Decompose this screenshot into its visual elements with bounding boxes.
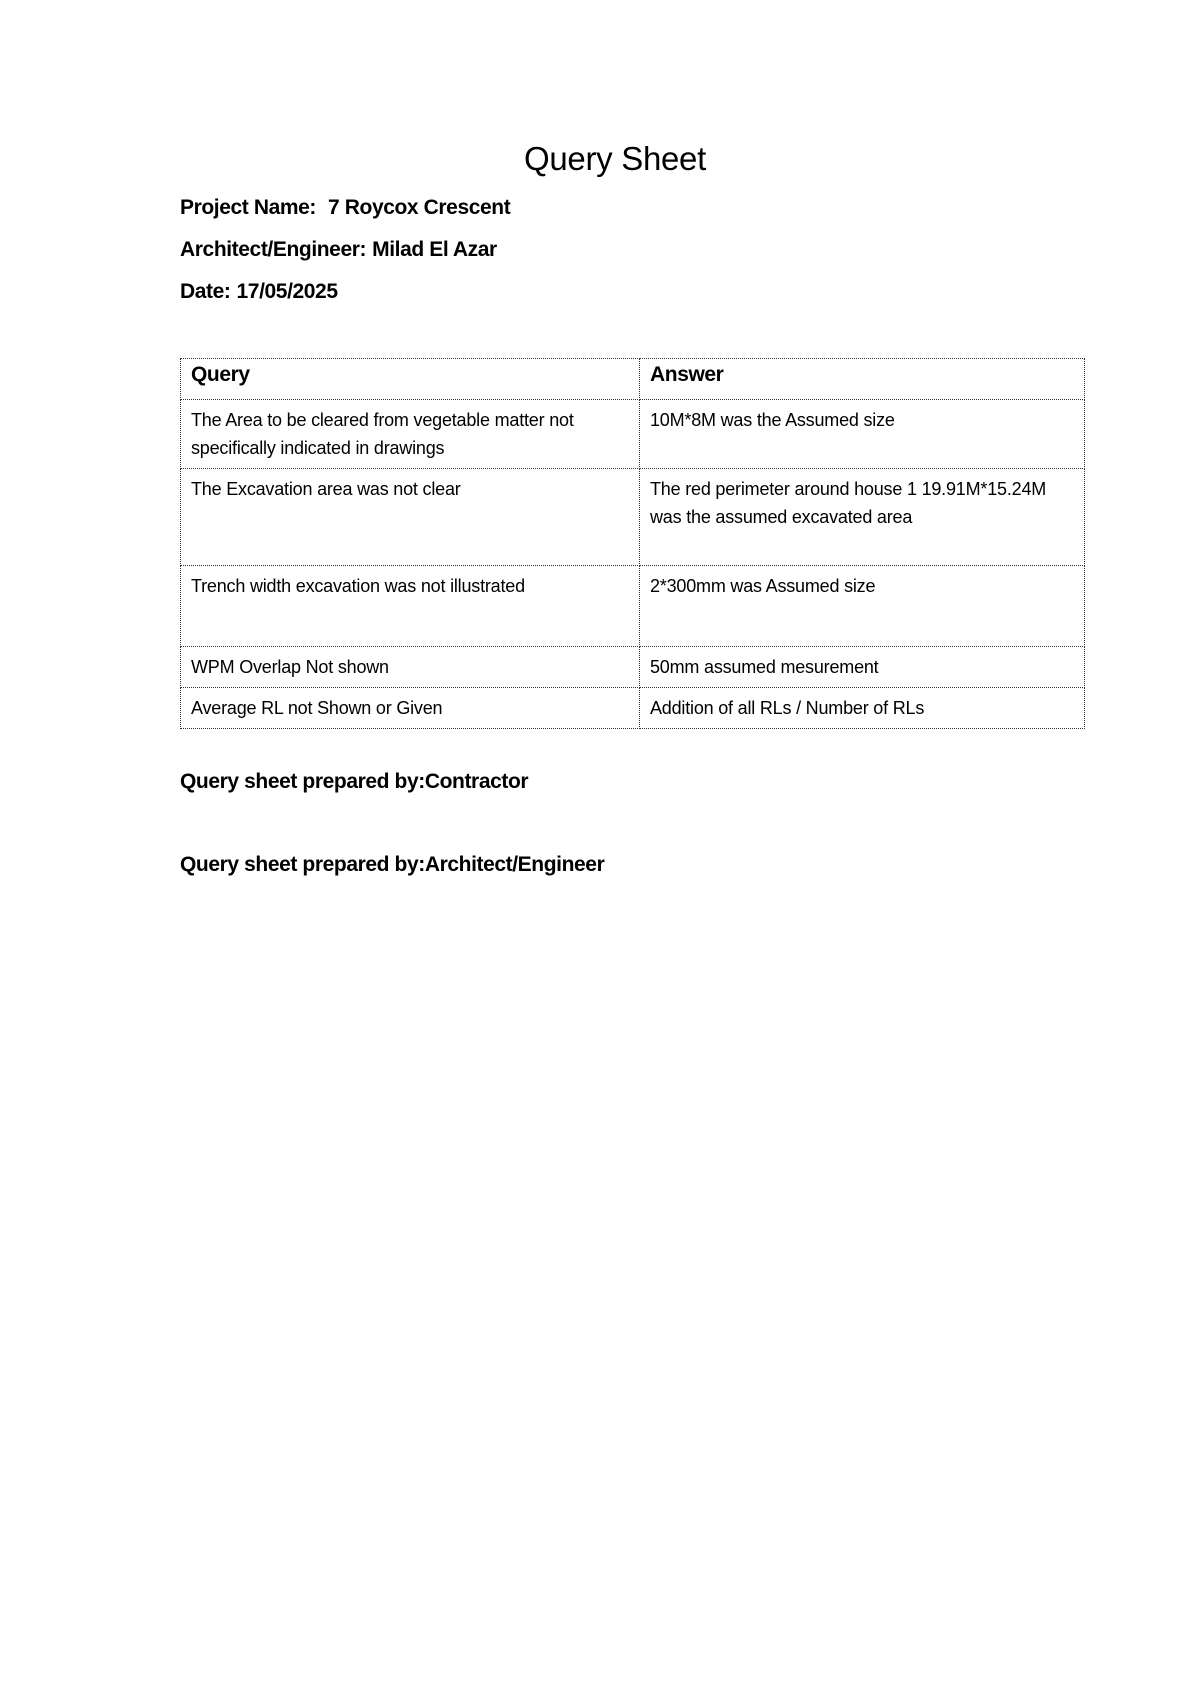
architect-label: Architect/Engineer:: [180, 238, 367, 261]
table-row: [181, 469, 1085, 566]
table-row: [181, 400, 1085, 469]
table-row: [181, 566, 1085, 647]
column-header-answer: Answer: [640, 359, 1085, 400]
prepared-by-architect: [180, 853, 604, 877]
query-cell: Trench width excavation was not illustrated: [181, 566, 640, 647]
table-row: [181, 688, 1085, 729]
answer-cell: 2*300mm was Assumed size: [640, 566, 1085, 647]
page-title: Query Sheet: [524, 140, 706, 177]
prepared-by-architect-value: Architect/Engineer: [424, 853, 605, 876]
architect-line: [180, 238, 497, 262]
answer-cell: The red perimeter around house 1 19.91M*15.24M was the assumed excavated area: [640, 469, 1085, 566]
query-cell: The Area to be cleared from vegetable matter not specifically indicated in drawings: [181, 400, 640, 469]
prepared-by-contractor: [180, 770, 528, 794]
table-row: [181, 647, 1085, 688]
date-value: 17/05/2025: [236, 280, 338, 303]
answer-cell: 50mm assumed mesurement: [640, 647, 1085, 688]
project-name-value: 7 Roycox Crescent: [328, 196, 511, 219]
prepared-by-label: Query sheet prepared by:: [180, 853, 425, 876]
architect-value: Milad El Azar: [372, 238, 497, 261]
date-line: [180, 280, 338, 304]
query-table: [180, 358, 1085, 729]
prepared-by-contractor-value: Contractor: [424, 770, 529, 793]
project-name-label: Project Name:: [180, 196, 317, 219]
query-cell: Average RL not Shown or Given: [181, 688, 640, 729]
table-header-row: [181, 359, 1085, 400]
query-cell: The Excavation area was not clear: [181, 469, 640, 566]
query-cell: WPM Overlap Not shown: [181, 647, 640, 688]
answer-cell: 10M*8M was the Assumed size: [640, 400, 1085, 469]
answer-cell: Addition of all RLs / Number of RLs: [640, 688, 1085, 729]
project-name-line: [180, 196, 510, 220]
date-label: Date:: [180, 280, 231, 303]
column-header-query: Query: [181, 359, 640, 400]
prepared-by-label: Query sheet prepared by:: [180, 770, 425, 793]
